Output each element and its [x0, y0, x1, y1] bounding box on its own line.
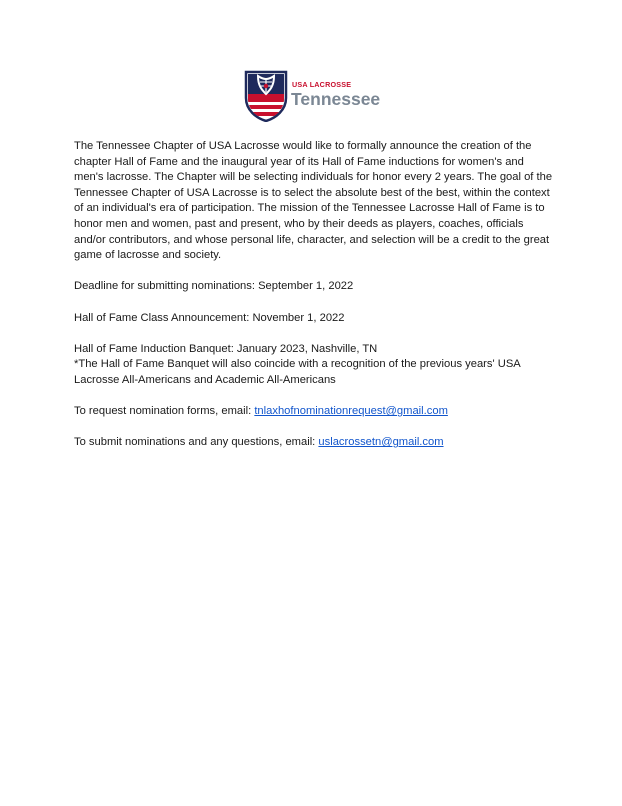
lacrosse-shield-icon	[244, 70, 288, 122]
logo-state-text: Tennessee	[291, 89, 381, 109]
banquet-line: Hall of Fame Induction Banquet: January 2023, Nashville, TN	[74, 342, 378, 355]
class-announcement-line: Hall of Fame Class Announcement: November 1, 2022	[74, 311, 345, 324]
request-forms-line	[74, 404, 554, 420]
logo-brand-text: USA LACROSSE	[292, 80, 352, 89]
usa-lacrosse-tennessee-logo	[244, 70, 404, 126]
submit-line	[74, 435, 554, 451]
banquet-note: *The Hall of Fame Banquet will also coincide with a recognition of the previous years' USA Lacrosse All-Americans and Academic All-Americans	[74, 358, 521, 386]
letter-body	[74, 139, 554, 451]
submit-text: To submit nominations and any questions, email:	[74, 436, 319, 449]
submit-email-link[interactable]: uslacrossetn@gmail.com	[318, 436, 444, 449]
announcement-paragraph: The Tennessee Chapter of USA Lacrosse would like to formally announce the creation of the chapter Hall of Fame and the inaugural year of its Hall of Fame inductions for women's and men's lacrosse. The Chapter will be selecting individuals for honor every 2 years. The goal of the Tennessee Chapter of USA Lacrosse is to select the absolute best of the best, within the context of an individual's era of participation. The mission of the Tennessee Lacrosse Hall of Fame is to honor men and women, past and present, who by their deeds as players, coaches, officials and/or contributors, and whose personal life, character, and selection will be a credit to the great game of lacrosse and society.	[74, 140, 553, 262]
deadline-line: Deadline for submitting nominations: September 1, 2022	[74, 280, 354, 293]
request-forms-email-link[interactable]: tnlaxhofnominationrequest@gmail.com	[254, 405, 448, 418]
request-forms-text: To request nomination forms, email:	[74, 405, 255, 418]
